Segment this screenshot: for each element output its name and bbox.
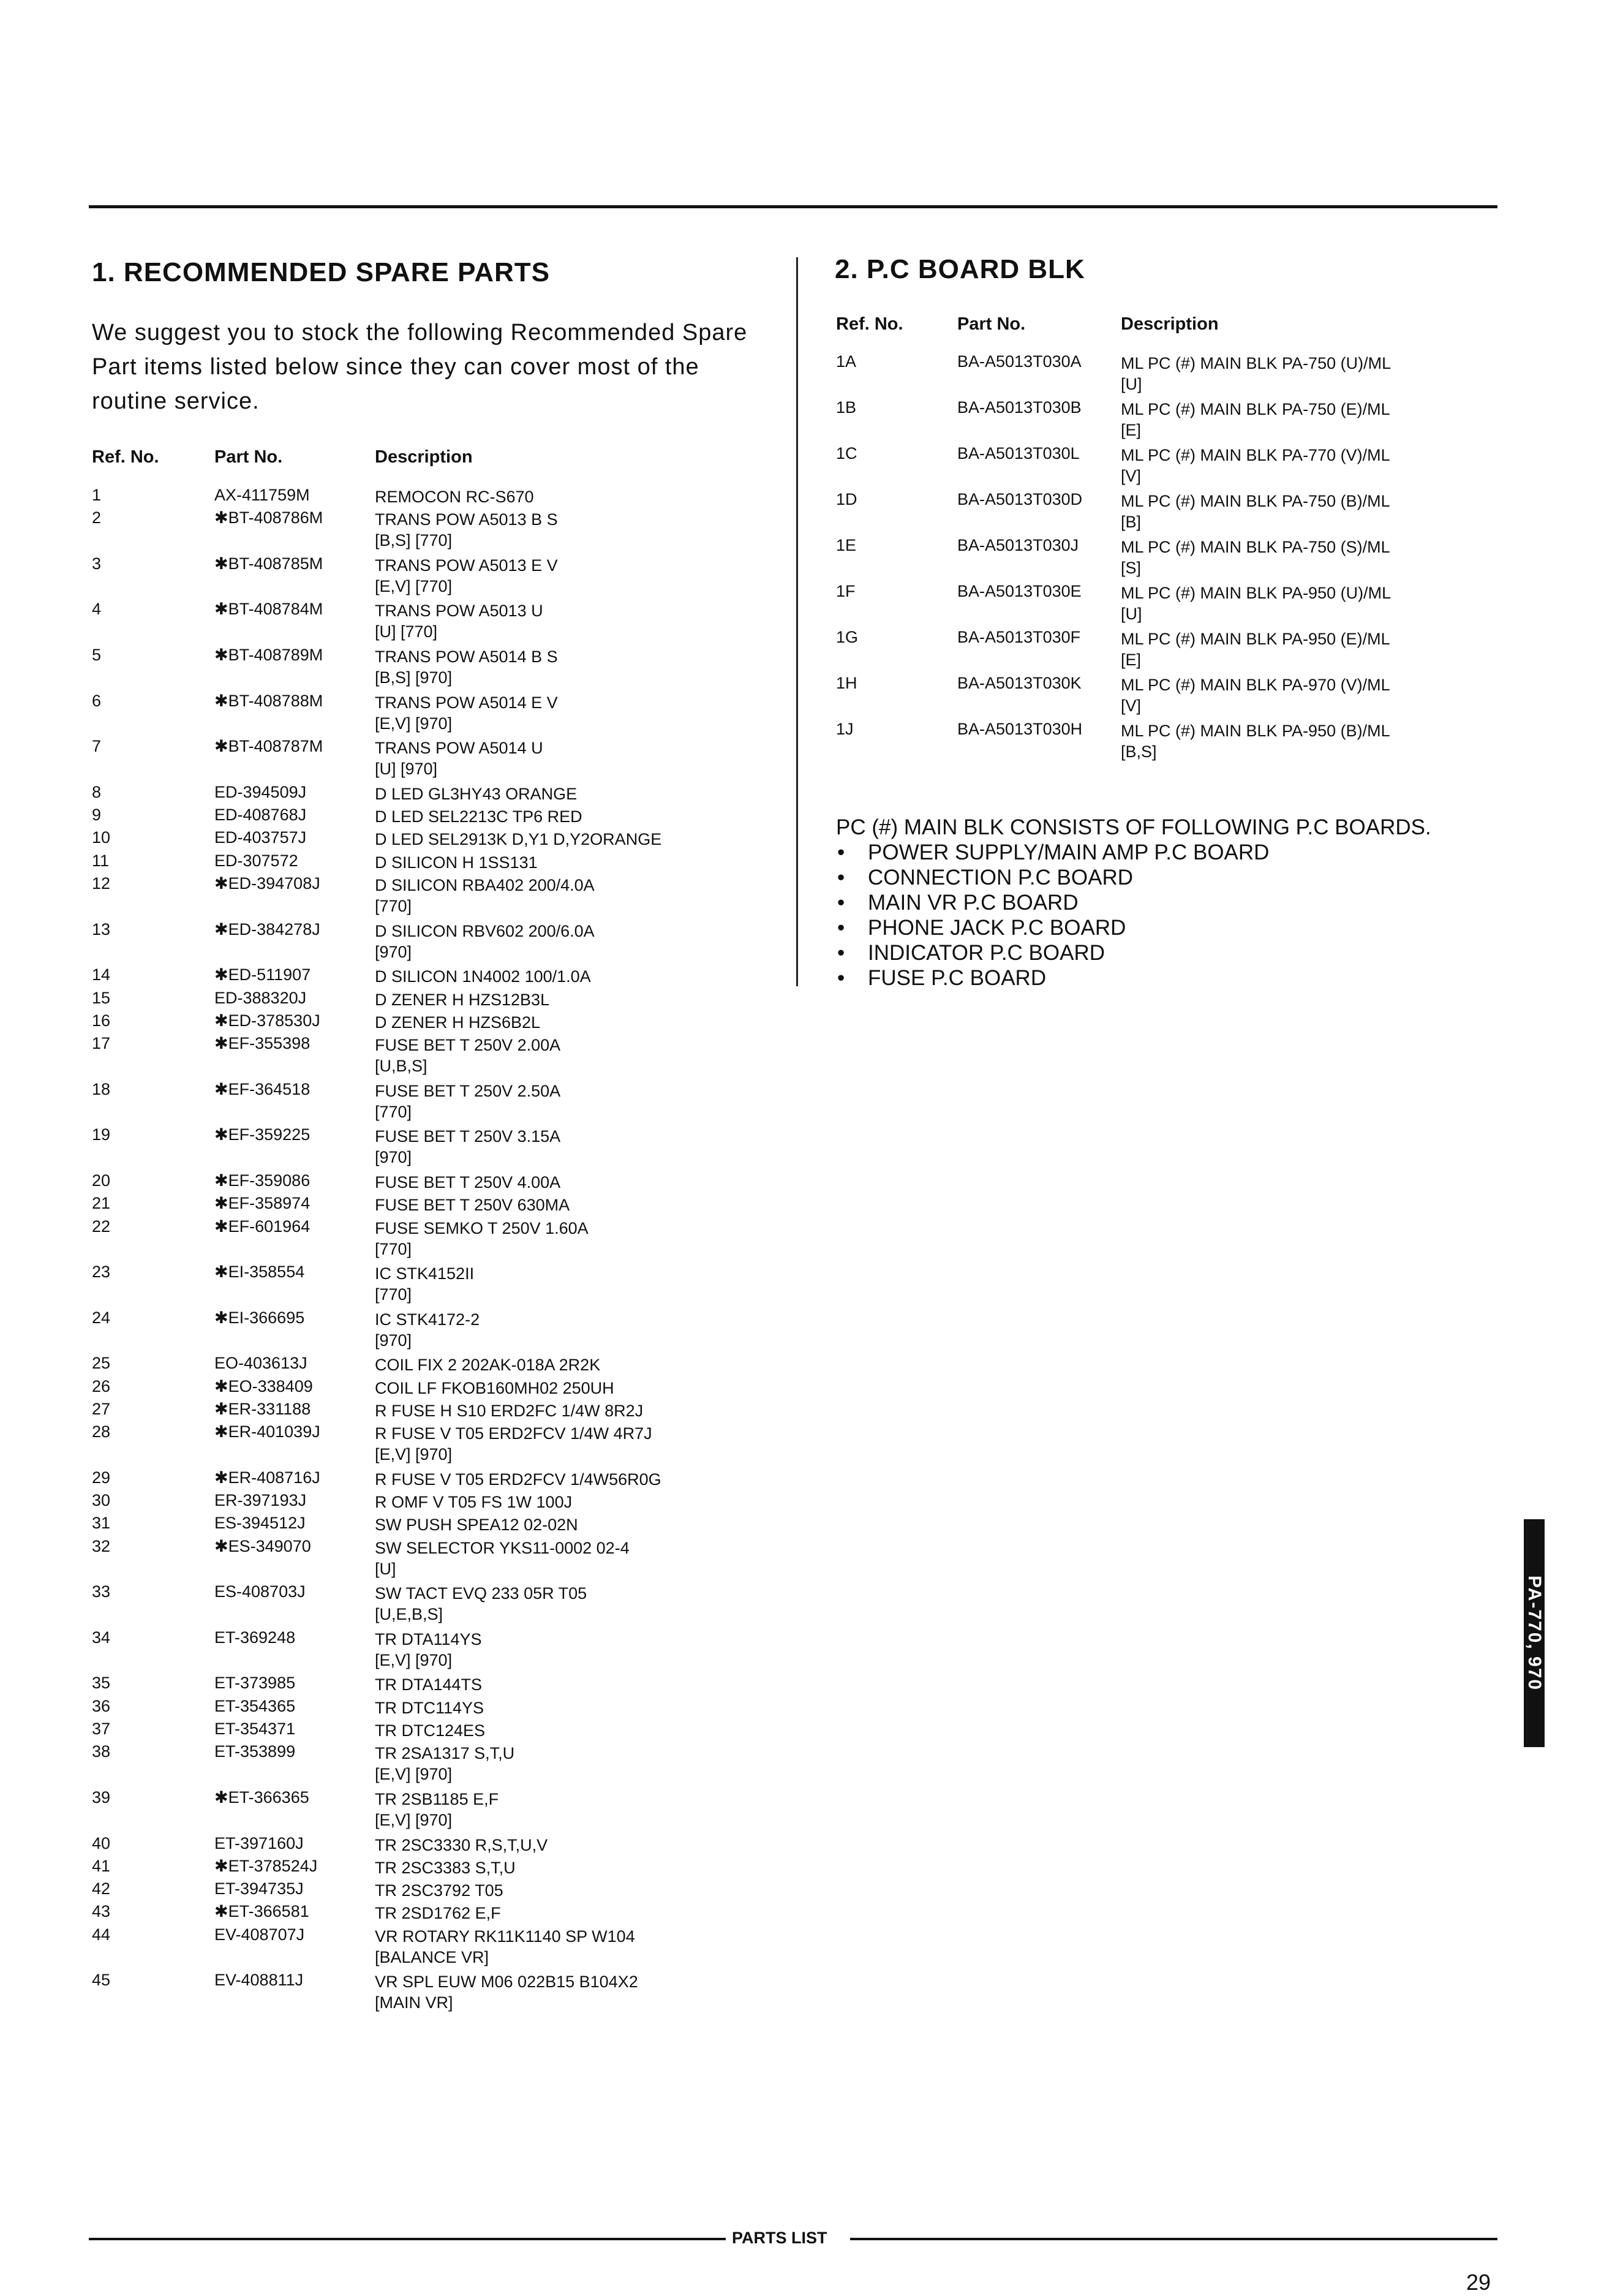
col-header-ref-2: Ref. No. xyxy=(836,314,903,334)
part-no: ET-353899 xyxy=(214,1742,296,1761)
table-row xyxy=(92,1080,778,1126)
description-note: [U] xyxy=(1121,375,1142,393)
table-row xyxy=(92,965,778,988)
part-no: ET-394735J xyxy=(214,1879,304,1898)
description-note: [E,V] [970] xyxy=(375,1445,453,1464)
part-no: ✱ER-331188 xyxy=(214,1399,311,1418)
description-note: [BALANCE VR] xyxy=(375,1947,489,1966)
table-row xyxy=(92,692,778,738)
part-no: ✱ES-349070 xyxy=(214,1536,311,1555)
description: ML PC (#) MAIN BLK PA-750 (S)/ML xyxy=(1121,538,1390,556)
description: FUSE BET T 250V 4.00A xyxy=(375,1173,561,1191)
description-note: [770] xyxy=(375,897,412,916)
ref-no: 1H xyxy=(836,674,857,692)
ref-no: 23 xyxy=(92,1263,111,1282)
part-no: ET-373985 xyxy=(214,1674,296,1693)
part-no: BA-A5013T030D xyxy=(957,490,1083,508)
description: R FUSE H S10 ERD2FC 1/4W 8R2J xyxy=(375,1401,644,1420)
description: TRANS POW A5013 E V xyxy=(375,556,558,575)
table-row xyxy=(92,737,778,783)
table-row xyxy=(92,646,778,692)
table-row xyxy=(92,1971,778,2017)
table-row xyxy=(92,1400,778,1422)
part-no: ET-369248 xyxy=(214,1628,296,1647)
ref-no: 1F xyxy=(836,582,856,600)
description: VR SPL EUW M06 022B15 B104X2 xyxy=(375,1973,638,1992)
description: R OMF V T05 FS 1W 100J xyxy=(375,1493,573,1512)
table-row xyxy=(92,1628,778,1674)
description: D ZENER H HZS12B3L xyxy=(375,990,550,1009)
part-no: ED-307572 xyxy=(214,851,298,870)
table-row xyxy=(92,1902,778,1925)
part-no: ✱EF-359225 xyxy=(214,1125,311,1144)
part-no: EO-403613J xyxy=(214,1354,307,1373)
part-no: ✱ED-394708J xyxy=(214,874,320,893)
top-rule xyxy=(89,205,1497,208)
description-note: [U,B,S] xyxy=(375,1057,427,1076)
ref-no: 1A xyxy=(836,352,857,371)
pc-board-list-item: • POWER SUPPLY/MAIN AMP P.C BOARD xyxy=(836,840,1431,865)
ref-no: 26 xyxy=(92,1376,111,1395)
description: TR 2SC3330 R,S,T,U,V xyxy=(375,1835,548,1854)
pc-board-list-item: • PHONE JACK P.C BOARD xyxy=(836,915,1431,940)
table-row xyxy=(92,1194,778,1217)
ref-no: 19 xyxy=(92,1125,111,1144)
table-row xyxy=(836,674,1497,720)
part-no: ER-397193J xyxy=(214,1491,307,1510)
ref-no: 6 xyxy=(92,691,102,710)
part-no: ✱ED-378530J xyxy=(214,1011,320,1030)
part-no: ES-408703J xyxy=(214,1582,306,1601)
table-row xyxy=(836,628,1497,674)
ref-no: 34 xyxy=(92,1628,111,1647)
col-header-ref: Ref. No. xyxy=(92,447,159,467)
part-no: ✱ET-366581 xyxy=(214,1902,309,1921)
part-no: AX-411759M xyxy=(214,486,310,504)
ref-no: 37 xyxy=(92,1720,111,1739)
description: D ZENER H HZS6B2L xyxy=(375,1013,541,1032)
ref-no: 1D xyxy=(836,490,857,508)
col-header-part-2: Part No. xyxy=(957,314,1026,334)
table-row xyxy=(92,1537,778,1583)
ref-no: 36 xyxy=(92,1696,111,1715)
description: ML PC (#) MAIN BLK PA-970 (V)/ML xyxy=(1121,676,1390,694)
part-no: ED-394509J xyxy=(214,782,307,801)
description: D SILICON 1N4002 100/1.0A xyxy=(375,967,591,986)
description: FUSE BET T 250V 3.15A xyxy=(375,1127,561,1146)
part-no: ✱BT-408784M xyxy=(214,600,323,619)
table-row xyxy=(92,1925,778,1971)
ref-no: 22 xyxy=(92,1217,111,1236)
description: TR 2SA1317 S,T,U xyxy=(375,1744,515,1763)
ref-no: 41 xyxy=(92,1856,111,1875)
description: ML PC (#) MAIN BLK PA-770 (V)/ML xyxy=(1121,446,1390,464)
part-no: ✱EF-359086 xyxy=(214,1171,311,1190)
description: ML PC (#) MAIN BLK PA-750 (B)/ML xyxy=(1121,492,1390,510)
description: FUSE BET T 250V 2.50A xyxy=(375,1081,561,1100)
description: COIL FIX 2 202AK-018A 2R2K xyxy=(375,1356,601,1375)
table-row xyxy=(836,444,1497,490)
table-row xyxy=(92,508,778,554)
ref-no: 40 xyxy=(92,1833,111,1852)
pc-board-list-item: • FUSE P.C BOARD xyxy=(836,965,1431,991)
ref-no: 44 xyxy=(92,1925,111,1944)
description: IC STK4172-2 xyxy=(375,1310,480,1329)
table-row xyxy=(92,1514,778,1536)
description-note: [U] xyxy=(1121,605,1142,623)
part-no: ✱ED-511907 xyxy=(214,965,311,984)
table-row xyxy=(92,1308,778,1354)
part-no: ✱ED-384278J xyxy=(214,920,320,938)
description: TR DTA144TS xyxy=(375,1675,483,1694)
ref-no: 25 xyxy=(92,1354,111,1373)
part-no: ✱EO-338409 xyxy=(214,1376,313,1395)
table-row xyxy=(92,783,778,806)
description-note: [B] xyxy=(1121,513,1142,531)
part-no: ED-408768J xyxy=(214,806,307,825)
description: R FUSE V T05 ERD2FCV 1/4W 4R7J xyxy=(375,1424,652,1443)
part-no: ✱BT-408788M xyxy=(214,691,323,710)
table-row xyxy=(92,1217,778,1263)
table-row xyxy=(92,1263,778,1308)
ref-no: 28 xyxy=(92,1422,111,1441)
table-row xyxy=(92,1834,778,1857)
ref-no: 4 xyxy=(92,600,102,619)
ref-no: 1J xyxy=(836,720,854,738)
part-no: ✱ER-401039J xyxy=(214,1422,320,1441)
table-row xyxy=(92,554,778,600)
ref-no: 27 xyxy=(92,1399,111,1418)
description-note: [E,V] [970] xyxy=(375,1650,453,1669)
table-row xyxy=(836,398,1497,444)
part-no: ✱EI-358554 xyxy=(214,1263,305,1282)
model-side-tab xyxy=(1524,1519,1545,1747)
description: ML PC (#) MAIN BLK PA-750 (U)/ML xyxy=(1121,354,1391,372)
part-no: BA-A5013T030J xyxy=(957,536,1079,554)
ref-no: 15 xyxy=(92,988,111,1007)
part-no: BA-A5013T030F xyxy=(957,628,1081,646)
model-side-tab-label: PA-770, 970 xyxy=(1524,1575,1545,1691)
part-no: ✱BT-408786M xyxy=(214,508,323,527)
table-row xyxy=(92,989,778,1011)
description-note: [E,V] [770] xyxy=(375,576,453,595)
description: D SILICON H 1SS131 xyxy=(375,853,538,872)
description: TR DTA114YS xyxy=(375,1629,482,1648)
description: COIL LF FKOB160MH02 250UH xyxy=(375,1378,614,1397)
ref-no: 9 xyxy=(92,806,102,825)
description: TRANS POW A5014 B S xyxy=(375,648,558,667)
ref-no: 16 xyxy=(92,1011,111,1030)
description-note: [S] xyxy=(1121,559,1142,577)
description-note: [B,S] [970] xyxy=(375,668,453,687)
description: TRANS POW A5013 B S xyxy=(375,510,558,529)
table-row xyxy=(92,920,778,966)
table-row xyxy=(92,1468,778,1491)
table-row xyxy=(92,1879,778,1902)
table-row xyxy=(92,486,778,508)
description: D SILICON RBA402 200/4.0A xyxy=(375,876,595,895)
description-note: [E,V] [970] xyxy=(375,1765,453,1784)
part-no: ✱BT-408787M xyxy=(214,737,323,756)
description: ML PC (#) MAIN BLK PA-950 (E)/ML xyxy=(1121,630,1390,648)
ref-no: 38 xyxy=(92,1742,111,1761)
ref-no: 5 xyxy=(92,646,102,665)
description-note: [V] xyxy=(1121,697,1142,715)
ref-no: 10 xyxy=(92,828,111,847)
description-note: [U] [770] xyxy=(375,622,438,641)
ref-no: 1E xyxy=(836,536,857,554)
part-no: ES-394512J xyxy=(214,1514,306,1533)
ref-no: 42 xyxy=(92,1879,111,1898)
part-no: BA-A5013T030B xyxy=(957,398,1082,417)
pc-board-note-title: PC (#) MAIN BLK CONSISTS OF FOLLOWING P.C BOARDS. xyxy=(836,815,1431,839)
col-header-desc: Description xyxy=(375,447,473,467)
pc-board-table xyxy=(836,352,1497,766)
table-row xyxy=(92,1034,778,1080)
part-no: ✱ET-378524J xyxy=(214,1856,318,1875)
part-no: ✱BT-408789M xyxy=(214,646,323,665)
page-number: 29 xyxy=(1466,2270,1491,2295)
part-no: ✱BT-408785M xyxy=(214,554,323,573)
part-no: ✱EI-366695 xyxy=(214,1308,305,1327)
description-note: [970] xyxy=(375,942,412,961)
description-note: [B,S] xyxy=(1121,742,1157,761)
description-note: [MAIN VR] xyxy=(375,1993,453,2012)
ref-no: 1 xyxy=(92,486,102,504)
ref-no: 21 xyxy=(92,1194,111,1213)
ref-no: 8 xyxy=(92,782,102,801)
pc-board-list-item: • INDICATOR P.C BOARD xyxy=(836,940,1431,965)
part-no: ET-354371 xyxy=(214,1720,296,1739)
description: D SILICON RBV602 200/6.0A xyxy=(375,921,595,940)
part-no: ED-388320J xyxy=(214,988,307,1007)
description-note: [770] xyxy=(375,1285,412,1304)
table-row xyxy=(92,852,778,874)
ref-no: 1C xyxy=(836,444,857,463)
table-row xyxy=(92,1720,778,1742)
ref-no: 14 xyxy=(92,965,111,984)
description: FUSE BET T 250V 2.00A xyxy=(375,1036,561,1055)
description: REMOCON RC-S670 xyxy=(375,488,534,506)
description: TR 2SB1185 E,F xyxy=(375,1789,499,1808)
description: ML PC (#) MAIN BLK PA-950 (B)/ML xyxy=(1121,722,1390,740)
ref-no: 29 xyxy=(92,1468,111,1487)
description-note: [E] xyxy=(1121,421,1142,439)
ref-no: 11 xyxy=(92,851,110,870)
table-row xyxy=(92,1377,778,1400)
table-row xyxy=(92,1857,778,1879)
ref-no: 24 xyxy=(92,1308,111,1327)
section-title-spare-parts: 1. RECOMMENDED SPARE PARTS xyxy=(92,257,551,287)
part-no: ✱ER-408716J xyxy=(214,1468,320,1487)
description: TR 2SD1762 E,F xyxy=(375,1904,501,1923)
ref-no: 31 xyxy=(92,1514,111,1533)
description: ML PC (#) MAIN BLK PA-950 (U)/ML xyxy=(1121,584,1391,602)
part-no: ✱EF-601964 xyxy=(214,1217,311,1236)
table-row xyxy=(92,1742,778,1788)
table-row xyxy=(92,874,778,920)
ref-no: 20 xyxy=(92,1171,111,1190)
table-row xyxy=(836,536,1497,582)
description: IC STK4152II xyxy=(375,1264,475,1283)
description: SW SELECTOR YKS11-0002 02-4 xyxy=(375,1538,630,1557)
ref-no: 3 xyxy=(92,554,102,573)
table-row xyxy=(92,1011,778,1034)
description: TR 2SC3383 S,T,U xyxy=(375,1858,516,1877)
table-row xyxy=(836,720,1497,766)
description: D LED GL3HY43 ORANGE xyxy=(375,784,578,803)
pc-board-list-item: • MAIN VR P.C BOARD xyxy=(836,890,1431,915)
table-row xyxy=(836,490,1497,536)
ref-no: 12 xyxy=(92,874,111,893)
spare-parts-table xyxy=(92,486,778,2017)
description-note: [B,S] [770] xyxy=(375,531,453,550)
description: R FUSE V T05 ERD2FCV 1/4W56R0G xyxy=(375,1470,661,1489)
part-no: ET-354365 xyxy=(214,1696,296,1715)
table-row xyxy=(92,1697,778,1720)
description: TRANS POW A5014 U xyxy=(375,739,543,758)
description: FUSE BET T 250V 630MA xyxy=(375,1196,570,1215)
intro-paragraph: We suggest you to stock the following Recommended Spare Part items listed below since they can cover most of the routine service. xyxy=(92,320,748,414)
description: ML PC (#) MAIN BLK PA-750 (E)/ML xyxy=(1121,400,1390,418)
table-row xyxy=(836,582,1497,628)
ref-no: 39 xyxy=(92,1788,111,1807)
part-no: ET-397160J xyxy=(214,1833,304,1852)
pc-board-note xyxy=(836,815,1431,991)
ref-no: 7 xyxy=(92,737,102,756)
description-note: [E,V] [970] xyxy=(375,714,453,733)
description: TR DTC114YS xyxy=(375,1698,484,1717)
description: FUSE SEMKO T 250V 1.60A xyxy=(375,1218,589,1237)
description-note: [E] xyxy=(1121,651,1142,669)
description: TR DTC124ES xyxy=(375,1721,486,1740)
footer-rule-right xyxy=(850,2238,1497,2240)
pc-board-list-item: • CONNECTION P.C BOARD xyxy=(836,865,1431,890)
table-row xyxy=(92,1125,778,1171)
description: D LED SEL2913K D,Y1 D,Y2ORANGE xyxy=(375,830,662,849)
table-row xyxy=(836,352,1497,398)
part-no: BA-A5013T030H xyxy=(957,720,1083,738)
table-row xyxy=(92,1354,778,1376)
table-row xyxy=(92,1788,778,1834)
table-row xyxy=(92,1582,778,1628)
table-row xyxy=(92,1422,778,1468)
description: SW PUSH SPEA12 02-02N xyxy=(375,1516,578,1535)
description-note: [770] xyxy=(375,1102,412,1121)
part-no: ✱EF-355398 xyxy=(214,1034,311,1053)
description-note: [970] xyxy=(375,1148,412,1167)
description-note: [E,V] [970] xyxy=(375,1810,453,1829)
description-note: [U,E,B,S] xyxy=(375,1605,443,1624)
description: TRANS POW A5013 U xyxy=(375,602,543,621)
description: D LED SEL2213C TP6 RED xyxy=(375,807,582,826)
description-note: [970] xyxy=(375,1331,412,1350)
ref-no: 2 xyxy=(92,508,102,527)
footer-section-label: PARTS LIST xyxy=(732,2229,827,2247)
ref-no: 17 xyxy=(92,1034,111,1053)
ref-no: 1G xyxy=(836,628,859,646)
part-no: ✱EF-364518 xyxy=(214,1079,311,1098)
description: TRANS POW A5014 E V xyxy=(375,693,558,712)
part-no: BA-A5013T030L xyxy=(957,444,1080,463)
table-row xyxy=(92,1674,778,1696)
description-note: [U] xyxy=(375,1559,396,1578)
table-row xyxy=(92,1491,778,1514)
ref-no: 13 xyxy=(92,920,111,938)
part-no: BA-A5013T030A xyxy=(957,352,1082,371)
ref-no: 30 xyxy=(92,1491,111,1510)
ref-no: 1B xyxy=(836,398,857,417)
table-row xyxy=(92,806,778,828)
part-no: ED-403757J xyxy=(214,828,307,847)
part-no: EV-408707J xyxy=(214,1925,305,1944)
part-no: BA-A5013T030K xyxy=(957,674,1082,692)
part-no: BA-A5013T030E xyxy=(957,582,1082,600)
footer-rule-left xyxy=(89,2238,726,2240)
table-row xyxy=(92,1171,778,1194)
section-title-pc-board: 2. P.C BOARD BLK xyxy=(835,254,1085,284)
description-note: [770] xyxy=(375,1239,412,1258)
col-header-part: Part No. xyxy=(214,447,283,467)
description-note: [U] [970] xyxy=(375,760,438,779)
table-row xyxy=(92,828,778,851)
column-divider xyxy=(796,257,798,986)
description: TR 2SC3792 T05 xyxy=(375,1881,503,1900)
ref-no: 18 xyxy=(92,1079,111,1098)
ref-no: 33 xyxy=(92,1582,111,1601)
part-no: ✱EF-358974 xyxy=(214,1194,311,1213)
ref-no: 35 xyxy=(92,1674,111,1693)
description: VR ROTARY RK11K1140 SP W104 xyxy=(375,1927,635,1946)
description: SW TACT EVQ 233 05R T05 xyxy=(375,1584,587,1603)
ref-no: 43 xyxy=(92,1902,111,1921)
pc-board-list xyxy=(836,840,1431,991)
col-header-desc-2: Description xyxy=(1121,314,1219,334)
part-no: EV-408811J xyxy=(214,1971,304,1990)
description-note: [V] xyxy=(1121,467,1142,485)
ref-no: 32 xyxy=(92,1536,111,1555)
table-row xyxy=(92,600,778,646)
ref-no: 45 xyxy=(92,1971,111,1990)
part-no: ✱ET-366365 xyxy=(214,1788,309,1807)
